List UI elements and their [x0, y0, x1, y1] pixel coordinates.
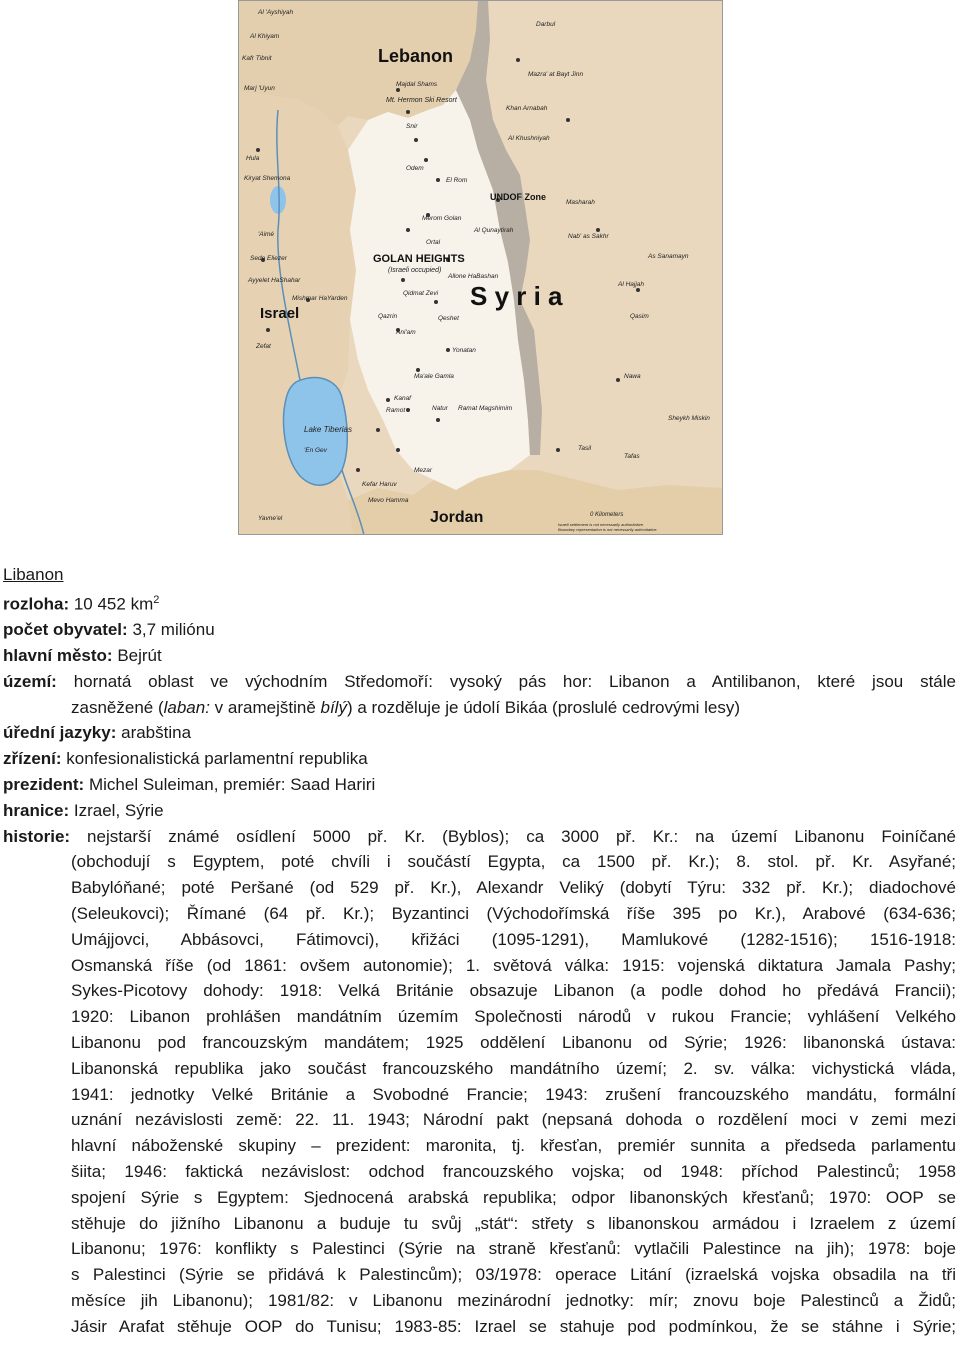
place-label: Tafas: [624, 453, 640, 460]
place-label: El Rom: [446, 177, 468, 184]
document-body: [3, 562, 956, 1340]
history-line: měsíce jih Libanonu); 1981/82: v Libanonu mezinárodní jednotky: mír; znovu boje Palestinců a Židů;: [71, 1290, 956, 1310]
history-line: uznání nezávislosti země: 22. 11. 1943; Národní pakt (nepsaná dohoda o rozdělení moci v zemi mezi: [71, 1110, 956, 1130]
place-label: Odem: [406, 165, 424, 172]
place-label: Snir: [406, 123, 418, 130]
history-line: hlavní náboženské skupiny – prezident: maronita, tj. křesťan, premiér sunnita a předseda parlamentu: [71, 1136, 956, 1156]
place-label: Masharah: [566, 199, 595, 206]
place-label: Al Qunaytirah: [474, 227, 514, 234]
map-image: [238, 0, 723, 535]
area-value: 10 452 km: [73, 594, 154, 614]
place-label: Natur: [432, 405, 448, 412]
history-line: s Palestinci (Sýrie se přidává k Palestincům); 03/1978: operace Litání (izraelská vojska obsadila na tři: [71, 1265, 956, 1285]
history-label: historie:: [3, 826, 71, 846]
place-label: Ortal: [426, 239, 441, 246]
place-label: Yonatan: [452, 347, 476, 354]
place-label: Qasim: [630, 313, 649, 320]
place-label: Ma'ale Gamla: [414, 373, 454, 380]
languages-label: úřední jazyky:: [3, 723, 117, 743]
capital-value: Bejrút: [117, 646, 162, 666]
map-scale: 0 Kilometers: [590, 512, 624, 518]
history-line: stěhuje do jižního Libanonu a buduje tu svůj „stát“: střety s libanonskou armádou i Izraelem z území: [71, 1213, 956, 1233]
history-section: [3, 824, 956, 1340]
place-label: Marj 'Uyun: [244, 85, 275, 92]
place-label: Merom Golan: [422, 215, 462, 222]
place-label: Ani'am: [396, 329, 416, 336]
place-label: Allone HaBashan: [448, 273, 499, 280]
place-label: Mazra' at Bayt Jinn: [528, 71, 584, 78]
place-label: Al Khiyam: [250, 33, 280, 40]
history-line: Libanonu; 1976: konflikty s Palestinci (Sýrie na straně křesťanů: vytlačili Palestince na jih); 1978: boje: [71, 1239, 956, 1259]
place-label: As Sanamayn: [648, 253, 689, 260]
place-label: Kefar Haruv: [362, 481, 397, 488]
languages-row: [3, 720, 956, 746]
place-label: Al Khushniyah: [508, 135, 550, 142]
place-label: Zefat: [256, 343, 271, 350]
area-unit-sup: 2: [153, 593, 160, 606]
government-label: zřízení:: [3, 749, 62, 769]
map-note-1: Israeli settlement is not necessarily authoritative.: [558, 522, 645, 527]
territory-laban: laban:: [163, 697, 210, 717]
president-row: [3, 772, 956, 798]
history-line: Jásir Arafat stěhuje OOP do Tunisu; 1983-85: Izrael se stahuje pod podmínkou, že se stáhne i Sýrie;: [71, 1316, 956, 1336]
place-label: Hula: [246, 155, 260, 162]
territory-row: [3, 669, 956, 695]
place-label: Nawa: [624, 373, 641, 380]
history-line: Libanonská republika jako součást francouzského mandátního území; 2. sv. válka: vichystická vláda,: [71, 1058, 956, 1078]
population-label: počet obyvatel:: [3, 620, 128, 640]
place-label: Kafr Tibnit: [242, 55, 272, 62]
history-line: spojení Sýrie s Egyptem: Sjednocená arabská republika; odpor libanonských křesťanů; 1970: OOP se: [71, 1187, 956, 1207]
place-label: Qeshet: [438, 315, 459, 322]
territory-text: zasněžené (: [71, 697, 164, 717]
map-label-undof: UNDOF Zone: [490, 192, 546, 202]
area-row: [3, 588, 956, 617]
territory-text: ) a rozděluje je údolí Bikáa (proslulé cedrovými lesy): [346, 697, 741, 717]
area-label: rozloha:: [3, 594, 70, 614]
page-title: Libanon: [3, 565, 64, 584]
place-label: Kiryat Shemona: [244, 175, 291, 182]
history-line: 1941: jednotky Velké Británie a Svobodné Francie; 1943: zrušení francouzského mandátu, formální: [71, 1084, 956, 1104]
borders-row: [3, 798, 956, 824]
capital-label: hlavní město:: [3, 646, 113, 666]
history-line: Osmanská říše (od 1861: ovšem autonomie); 1. světová válka: 1915: vojenská diktatura Jamala Pashy;: [71, 955, 956, 975]
place-label: Qazrin: [378, 313, 398, 320]
history-line: Babylóňané; poté Peršané (od 529 př. Kr.), Alexandr Veliký (dobytí Týru: 332 př. Kr.); diadochové: [71, 878, 956, 898]
history-line: (obchodují s Egyptem, poté chvíli i součástí Egypta, ca 1500 př. Kr.); 8. stol. př. Kr. Asyřané;: [71, 852, 956, 872]
borders-value: Izrael, Sýrie: [73, 800, 164, 820]
place-label: Qidmat Zevi: [403, 290, 439, 297]
territory-line-1: hornatá oblast ve východním Středomoří: vysoký pás hor: Libanon a Antilibanon, které jsou stále: [73, 671, 956, 691]
map-label-israel: Israel: [260, 305, 300, 322]
history-line: Sykes-Picotovy dohody: 1918: Velká Británie obsazuje Libanon (a podle dohod ho předává Francii);: [71, 981, 956, 1001]
map-label-hermon: Mt. Hermon Ski Resort: [386, 97, 457, 104]
place-label: Sheykh Miskin: [668, 415, 710, 422]
map-label-lebanon: Lebanon: [378, 46, 453, 66]
place-label: Ramat Magshimim: [458, 405, 513, 412]
population-row: [3, 617, 956, 643]
capital-row: [3, 643, 956, 669]
president-label: prezident:: [3, 775, 85, 795]
place-label: Ramot: [386, 407, 406, 414]
place-label: Mezar: [414, 467, 433, 474]
government-value: konfesionalistická parlamentní republika: [66, 749, 368, 769]
population-value: 3,7 miliónu: [132, 620, 215, 640]
territory-label: území:: [3, 671, 57, 691]
map-label-golan: GOLAN HEIGHTS: [373, 253, 465, 265]
map-label-lake: Lake Tiberias: [304, 425, 352, 434]
place-label: 'Aimé: [258, 231, 275, 238]
golan-heights-map: [238, 0, 723, 535]
history-line: (Seleukovci); Římané (64 př. Kr.); Byzantinci (Východořímská říše 395 po Kr.), Arabové (634-636;: [71, 904, 956, 924]
territory-text: v aramejštině: [209, 697, 321, 717]
place-label: Sede Eliezer: [250, 255, 287, 262]
place-label: Khan Arnabah: [506, 105, 548, 112]
place-label: Ayyelet HaShahar: [248, 277, 301, 284]
map-label-golan-sub: (Israeli occupied): [388, 267, 442, 274]
place-label: Mishmar HaYarden: [292, 295, 348, 302]
place-label: Al 'Ayshiyah: [258, 9, 294, 16]
history-line: [3, 824, 956, 850]
map-label-jordan: Jordan: [430, 509, 484, 526]
place-label: Nab' as Sakhr: [568, 233, 609, 240]
history-line: Libanonu pod francouzským mandátem; 1925 oddělení Libanonu od Sýrie; 1926: libanonská ústava:: [71, 1033, 956, 1052]
history-line: 1920: Libanon prohlášen mandátním územím Společnosti národů v rukou Francie; vyhlášení Velkého: [71, 1007, 956, 1027]
map-note-2: Boundary representation is not necessarily authoritative.: [558, 527, 658, 532]
territory-line-2: [3, 695, 956, 721]
languages-value: arabština: [121, 723, 192, 743]
place-label: Al Hajjah: [618, 281, 645, 288]
map-label-syria: S y r i a: [470, 281, 563, 311]
territory-bily: bílý: [320, 697, 347, 717]
place-label: 'En Gev: [304, 447, 327, 454]
history-text: nejstarší známé osídlení 5000 př. Kr. (Byblos); ca 3000 př. Kr.: na území Libanonu Foiníčané: [87, 826, 956, 846]
president-value: Michel Suleiman, premiér: Saad Hariri: [88, 775, 376, 795]
place-label: Darbul: [536, 21, 556, 28]
place-label: Majdal Shams: [396, 81, 438, 88]
history-line: Umájjovci, Abbásovci, Fátimovci), křižáci (1095-1291), Mamlukové (1282-1516); 1516-1918:: [71, 929, 956, 949]
place-label: Kanaf: [394, 395, 411, 402]
place-label: Yavne'el: [258, 515, 283, 522]
place-label: Mevo Hamma: [368, 497, 409, 504]
hula-lake: [270, 186, 286, 214]
government-row: [3, 746, 956, 772]
borders-label: hranice:: [3, 800, 70, 820]
place-label: Tasil: [578, 445, 592, 452]
history-line: šiita; 1946: faktická nezávislost: odchod francouzského vojska; od 1948: příchod Palestinců; 1958: [71, 1161, 956, 1181]
